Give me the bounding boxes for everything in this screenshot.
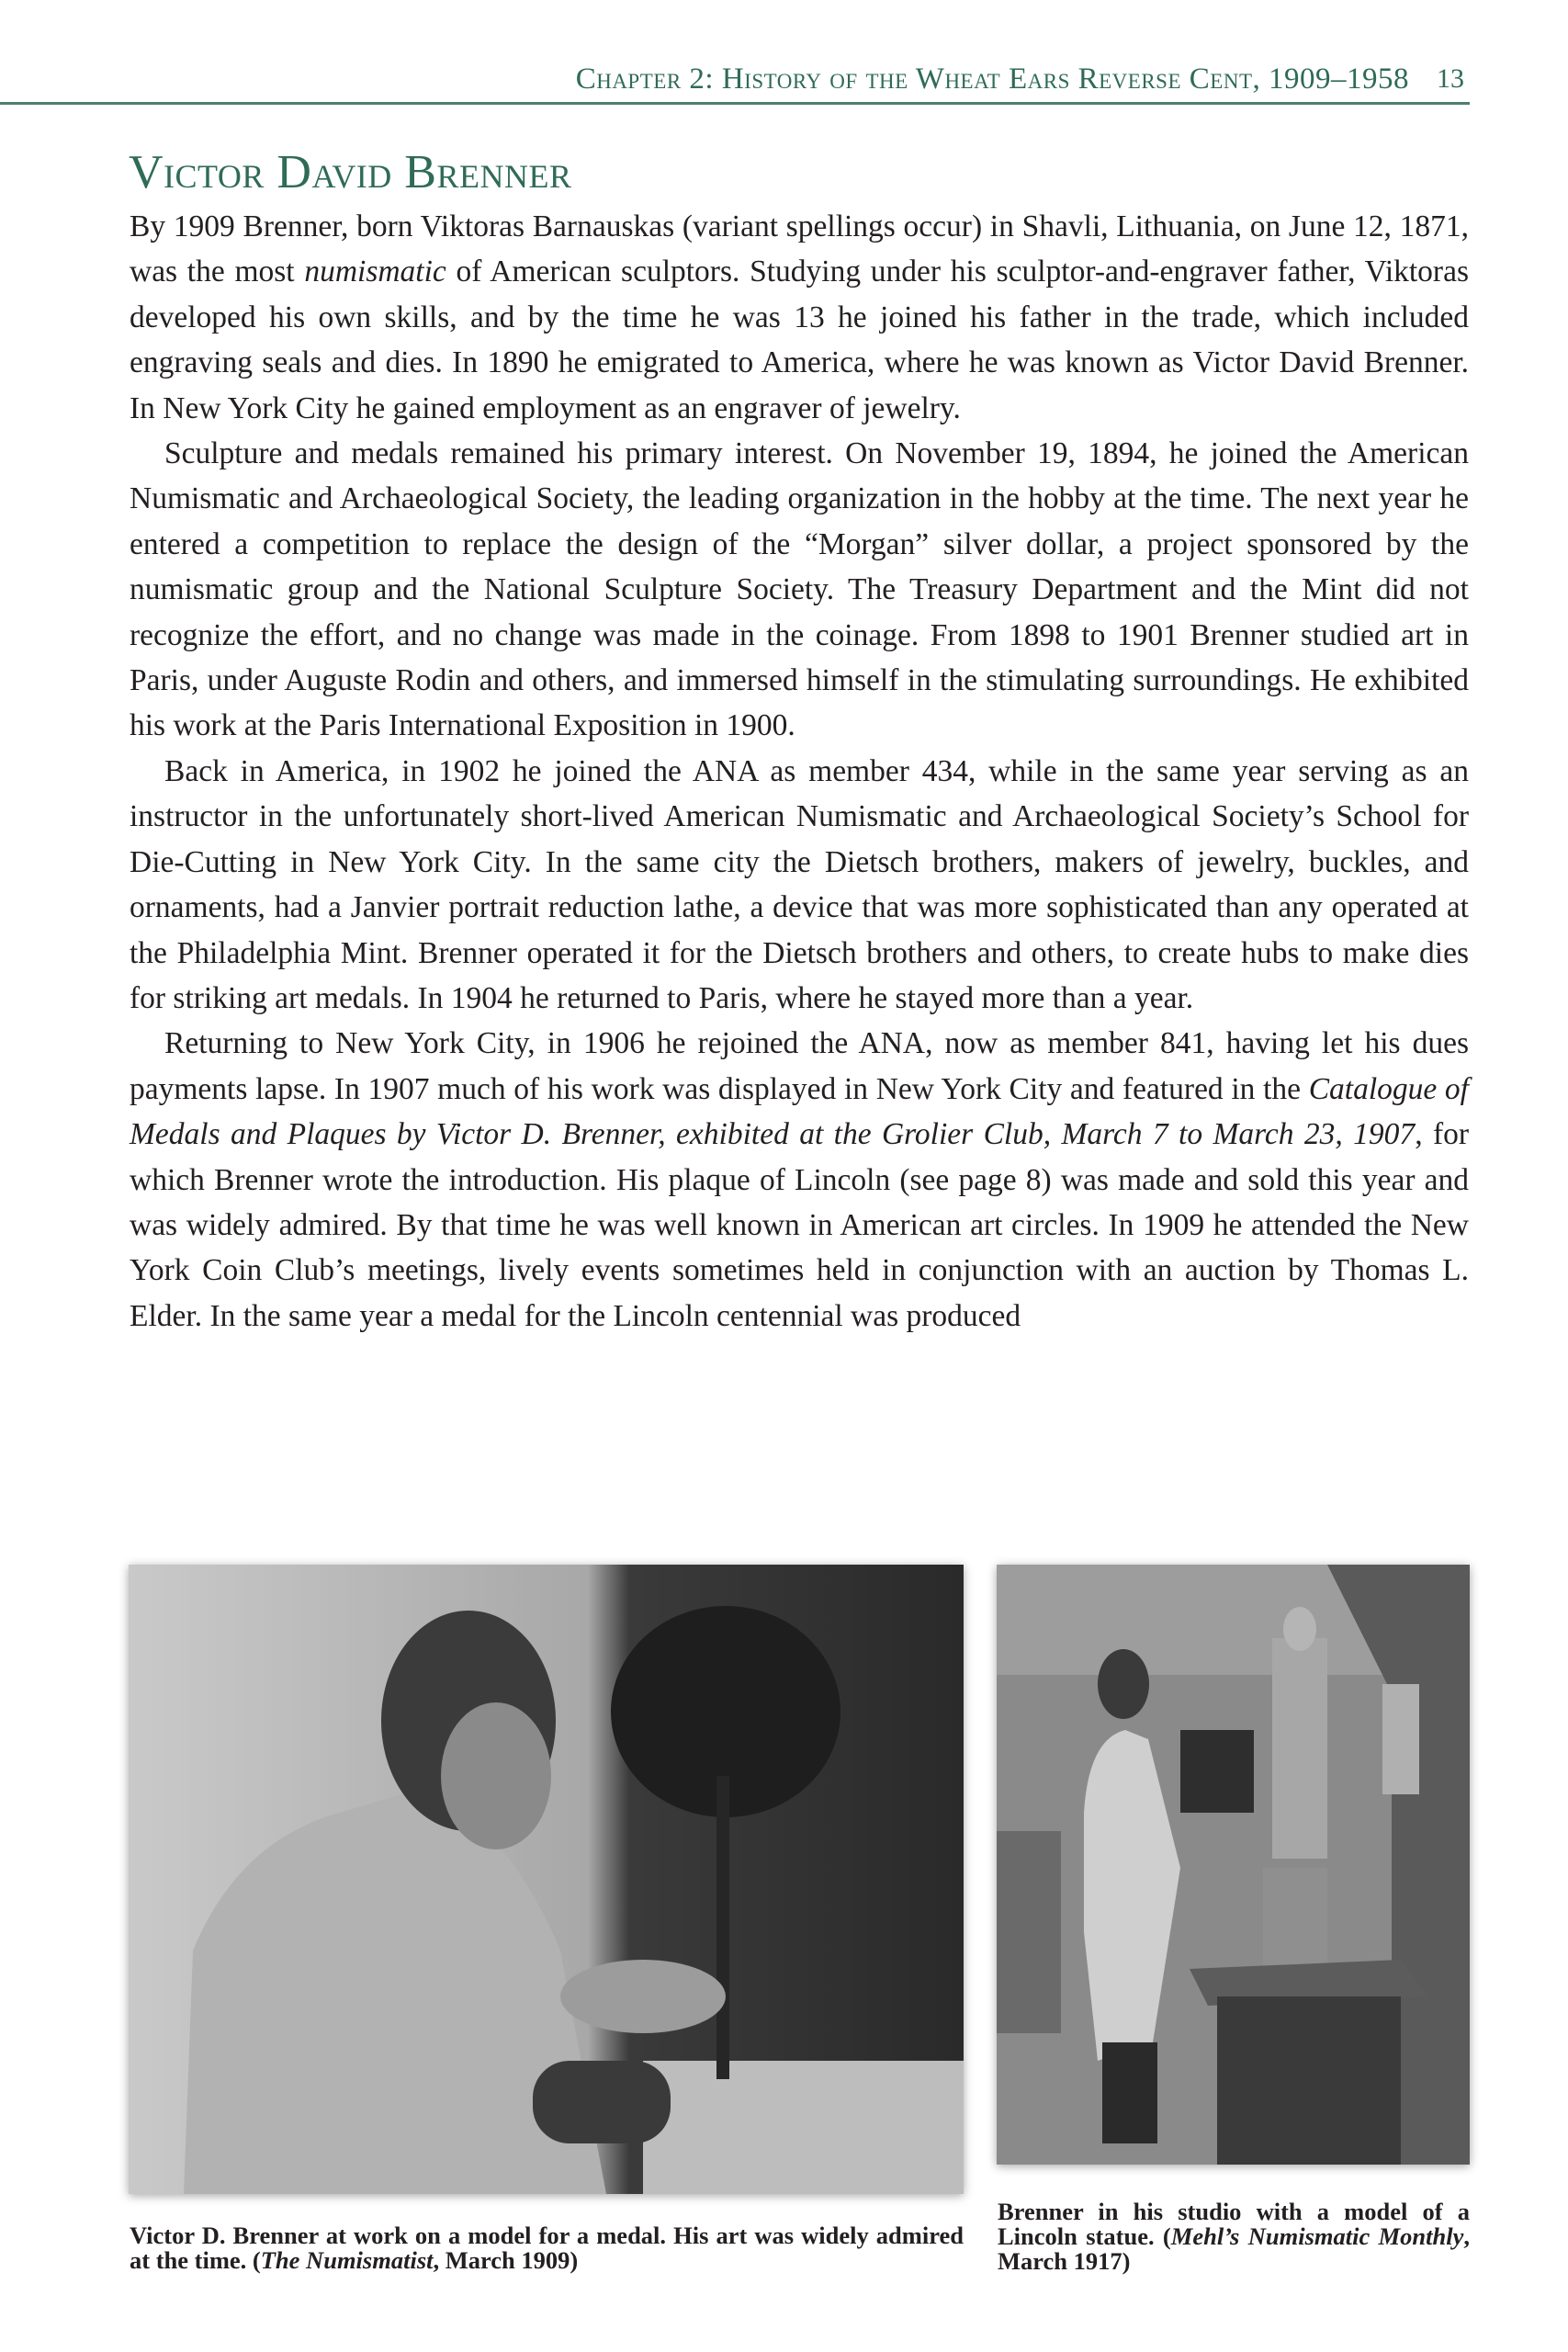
header-rule	[0, 102, 1470, 105]
text-run: , March 1909)	[433, 2246, 579, 2274]
caption-left	[130, 2223, 964, 2273]
italic-text: numismatic	[304, 254, 446, 289]
page-number: 13	[1437, 63, 1464, 94]
text-run: , March 1917)	[998, 2222, 1470, 2275]
caption-right	[998, 2199, 1470, 2274]
photo-brenner-studio	[997, 1565, 1470, 2165]
photo-brenner-at-work	[129, 1565, 964, 2194]
text-run: , for which Brenner wrote the introduction. His plaque of Lincoln (see page 8) was made and sold this year and was widely admired. By that time he was well known in American art circles. In 1909 he attended the New York Coin Club’s meetings, lively events sometimes held in conjunction with an auction by Thomas L. Elder. In the same year a medal for the Lincoln centennial was produced	[130, 1117, 1470, 1333]
italic-text: The Numismatist	[260, 2246, 434, 2274]
italic-text: Mehl’s Numismatic Monthly	[1170, 2222, 1464, 2250]
body-text	[130, 204, 1469, 1339]
text-run: Victor D. Brenner at work on a model for a medal. His art was widely admired at the time. (	[130, 2222, 964, 2274]
text-run: Returning to New York City, in 1906 he rejoined the ANA, now as member 841, having let his dues payments lapse. In 1907 much of his work was displayed in New York City and featured in the	[130, 1026, 1469, 1106]
text-run: of American sculptors. Studying under his sculptor-and-engraver father, Viktoras developed his own skills, and by the time he was 13 he joined his father in the trade, which included engraving seals and dies. In 1890 he emigrated to America, where he was known as Victor David Brenner. In New York City he gained employment as an engraver of jewelry.	[130, 254, 1469, 425]
italic-text: Catalogue of Medals and Plaques by Victor D. Brenner, exhibited at the Grolier Club, March 7 to March 23, 1907	[130, 1071, 1469, 1152]
paragraph	[130, 749, 1469, 1021]
text-run: Sculpture and medals remained his primary interest. On November 19, 1894, he joined the American Numismatic and Archaeological Society, the leading organization in the hobby at the time. The next year he entered a competition to replace the design of the “Morgan” silver dollar, a project sponsored by the numismatic group and the National Sculpture Society. The Treasury Department and the Mint did not recognize the effort, and no change was made in the coinage. From 1898 to 1901 Brenner studied art in Paris, under Auguste Rodin and others, and immersed himself in the stimulating surroundings. He exhibited his work at the Paris International Exposition in 1900.	[130, 436, 1469, 743]
text-run: By 1909 Brenner, born Viktoras Barnauskas (variant spellings occur) in Shavli, Lithuania, on June 12, 1871, was the most	[130, 209, 1469, 289]
paragraph	[130, 431, 1469, 749]
photo-brenner-studio-image	[997, 1565, 1470, 2165]
section-heading: Victor David Brenner	[129, 146, 572, 198]
photo-brenner-at-work-image	[129, 1565, 964, 2194]
text-run: Brenner in his studio with a model of a Lincoln statue. (	[998, 2198, 1470, 2250]
paragraph	[130, 204, 1469, 431]
running-head	[0, 0, 1470, 107]
chapter-title: Chapter 2: History of the Wheat Ears Reverse Cent, 1909–1958	[575, 62, 1409, 96]
text-run: Back in America, in 1902 he joined the ANA as member 434, while in the same year serving as an instructor in the unfortunately short-lived American Numismatic and Archaeological Society’s School for Die-Cutting in New York City. In the same city the Dietsch brothers, makers of jewelry, buckles, and ornaments, had a Janvier portrait reduction lathe, a device that was more sophisticated than any operated at the Philadelphia Mint. Brenner operated it for the Dietsch brothers and others, to create hubs to make dies for striking art medals. In 1904 he returned to Paris, where he stayed more than a year.	[130, 753, 1469, 1015]
paragraph	[130, 1021, 1469, 1339]
